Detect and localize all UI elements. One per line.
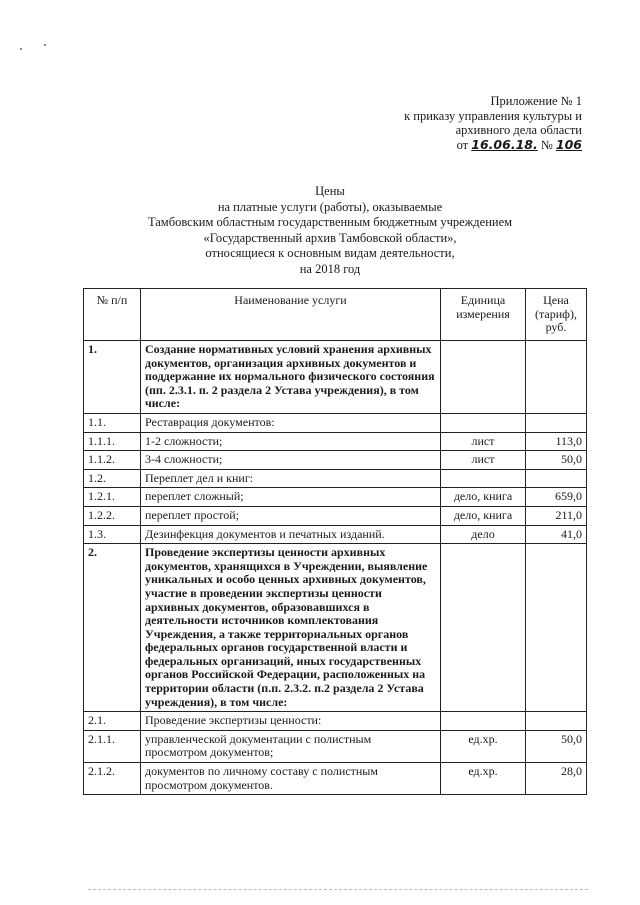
price-value: 50,0	[526, 730, 587, 762]
service-name: Реставрация документов:	[141, 413, 441, 432]
annex-header	[352, 94, 582, 152]
unit-of-measure	[441, 469, 526, 488]
service-name: документов по личному составу с полистным просмотром документов.	[141, 763, 441, 795]
unit-of-measure: лист	[441, 432, 526, 451]
table-row	[84, 341, 587, 414]
scan-speck	[44, 44, 46, 46]
header-price: Цена (тариф), руб.	[526, 289, 587, 341]
table-row	[84, 544, 587, 712]
service-name: Дезинфекция документов и печатных изданий.	[141, 525, 441, 544]
unit-of-measure: ед.хр.	[441, 730, 526, 762]
unit-of-measure	[441, 544, 526, 712]
header-unit: Единица измерения	[441, 289, 526, 341]
unit-of-measure: дело	[441, 525, 526, 544]
row-number: 1.2.	[84, 469, 141, 488]
unit-of-measure	[441, 712, 526, 731]
annex-title: Приложение № 1	[490, 94, 582, 108]
service-name: Проведение экспертизы ценности:	[141, 712, 441, 731]
title-line-5: относящиеся к основным видам деятельности,	[205, 246, 455, 260]
document-title	[80, 184, 580, 277]
row-number: 1.3.	[84, 525, 141, 544]
price-value: 50,0	[526, 451, 587, 470]
unit-of-measure: лист	[441, 451, 526, 470]
table-row	[84, 730, 587, 762]
table-row	[84, 469, 587, 488]
row-number: 1.1.	[84, 413, 141, 432]
price-value: 113,0	[526, 432, 587, 451]
service-name: управленческой документации с полистным просмотром документов;	[141, 730, 441, 762]
header-name: Наименование услуги	[141, 289, 441, 341]
order-date: 16.06.18.	[471, 136, 538, 152]
unit-of-measure: дело, книга	[441, 506, 526, 525]
price-value	[526, 341, 587, 414]
table-row	[84, 712, 587, 731]
title-line-3: Тамбовским областным государственным бюджетным учреждением	[147, 215, 513, 229]
service-name: переплет простой;	[141, 506, 441, 525]
table-body	[84, 341, 587, 795]
row-number: 2.	[84, 544, 141, 712]
unit-of-measure	[441, 413, 526, 432]
row-number: 1.1.2.	[84, 451, 141, 470]
service-name: Проведение экспертизы ценности архивных документов, хранящихся в Учреждении, выявление уникальных и особо ценных архивных документов, участие в проведении экспертизы ценности архивных документов, образовавшихся в деятельности источников комплектования Учреждения, а также территориальных органов федеральных органов государственной власти и федеральных организаций, иных государственных органов Российской Федерации, расположенных на территории области (п.п. 2.3.2. п.2 раздела 2 Устава учреждения), в том числе:	[141, 544, 441, 712]
annex-order-line	[457, 138, 582, 153]
service-name: 1-2 сложности;	[141, 432, 441, 451]
order-prefix: от	[456, 137, 469, 152]
price-value: 41,0	[526, 525, 587, 544]
unit-of-measure: дело, книга	[441, 488, 526, 507]
price-value: 659,0	[526, 488, 587, 507]
service-name: переплет сложный;	[141, 488, 441, 507]
table-row	[84, 763, 587, 795]
row-number: 2.1.2.	[84, 763, 141, 795]
table-row	[84, 451, 587, 470]
price-value: 211,0	[526, 506, 587, 525]
price-value	[526, 469, 587, 488]
price-table	[83, 288, 587, 795]
table-row	[84, 432, 587, 451]
title-line-1: Цены	[315, 184, 345, 198]
unit-of-measure	[441, 341, 526, 414]
price-value	[526, 712, 587, 731]
title-line-2: на платные услуги (работы), оказываемые	[217, 199, 443, 214]
price-value	[526, 413, 587, 432]
row-number: 1.2.1.	[84, 488, 141, 507]
table-row	[84, 488, 587, 507]
order-number: 106	[555, 136, 582, 152]
annex-department: архивного дела области	[455, 123, 582, 137]
price-value	[526, 544, 587, 712]
scan-speck	[20, 48, 22, 50]
row-number: 2.1.	[84, 712, 141, 731]
service-name: Переплет дел и книг:	[141, 469, 441, 488]
row-number: 1.1.1.	[84, 432, 141, 451]
price-value: 28,0	[526, 763, 587, 795]
row-number: 1.	[84, 341, 141, 414]
table-row	[84, 525, 587, 544]
row-number: 1.2.2.	[84, 506, 141, 525]
header-num: № п/п	[84, 289, 141, 341]
page-bottom-edge	[88, 889, 588, 892]
table-row	[84, 413, 587, 432]
unit-of-measure: ед.хр.	[441, 763, 526, 795]
order-number-label: №	[540, 137, 553, 152]
service-name: 3-4 сложности;	[141, 451, 441, 470]
table-row	[84, 506, 587, 525]
title-line-4: «Государственный архив Тамбовской области»,	[203, 230, 457, 245]
title-line-6: на 2018 год	[299, 261, 361, 276]
table-header-row	[84, 289, 587, 341]
annex-order-ref: к приказу управления культуры и	[404, 108, 582, 123]
service-name: Создание нормативных условий хранения архивных документов, организация архивных документов и поддержание их нормального физического состояния (пп. 2.3.1. п. 2 раздела 2 Устава учреждения), в том числе:	[141, 341, 441, 414]
row-number: 2.1.1.	[84, 730, 141, 762]
